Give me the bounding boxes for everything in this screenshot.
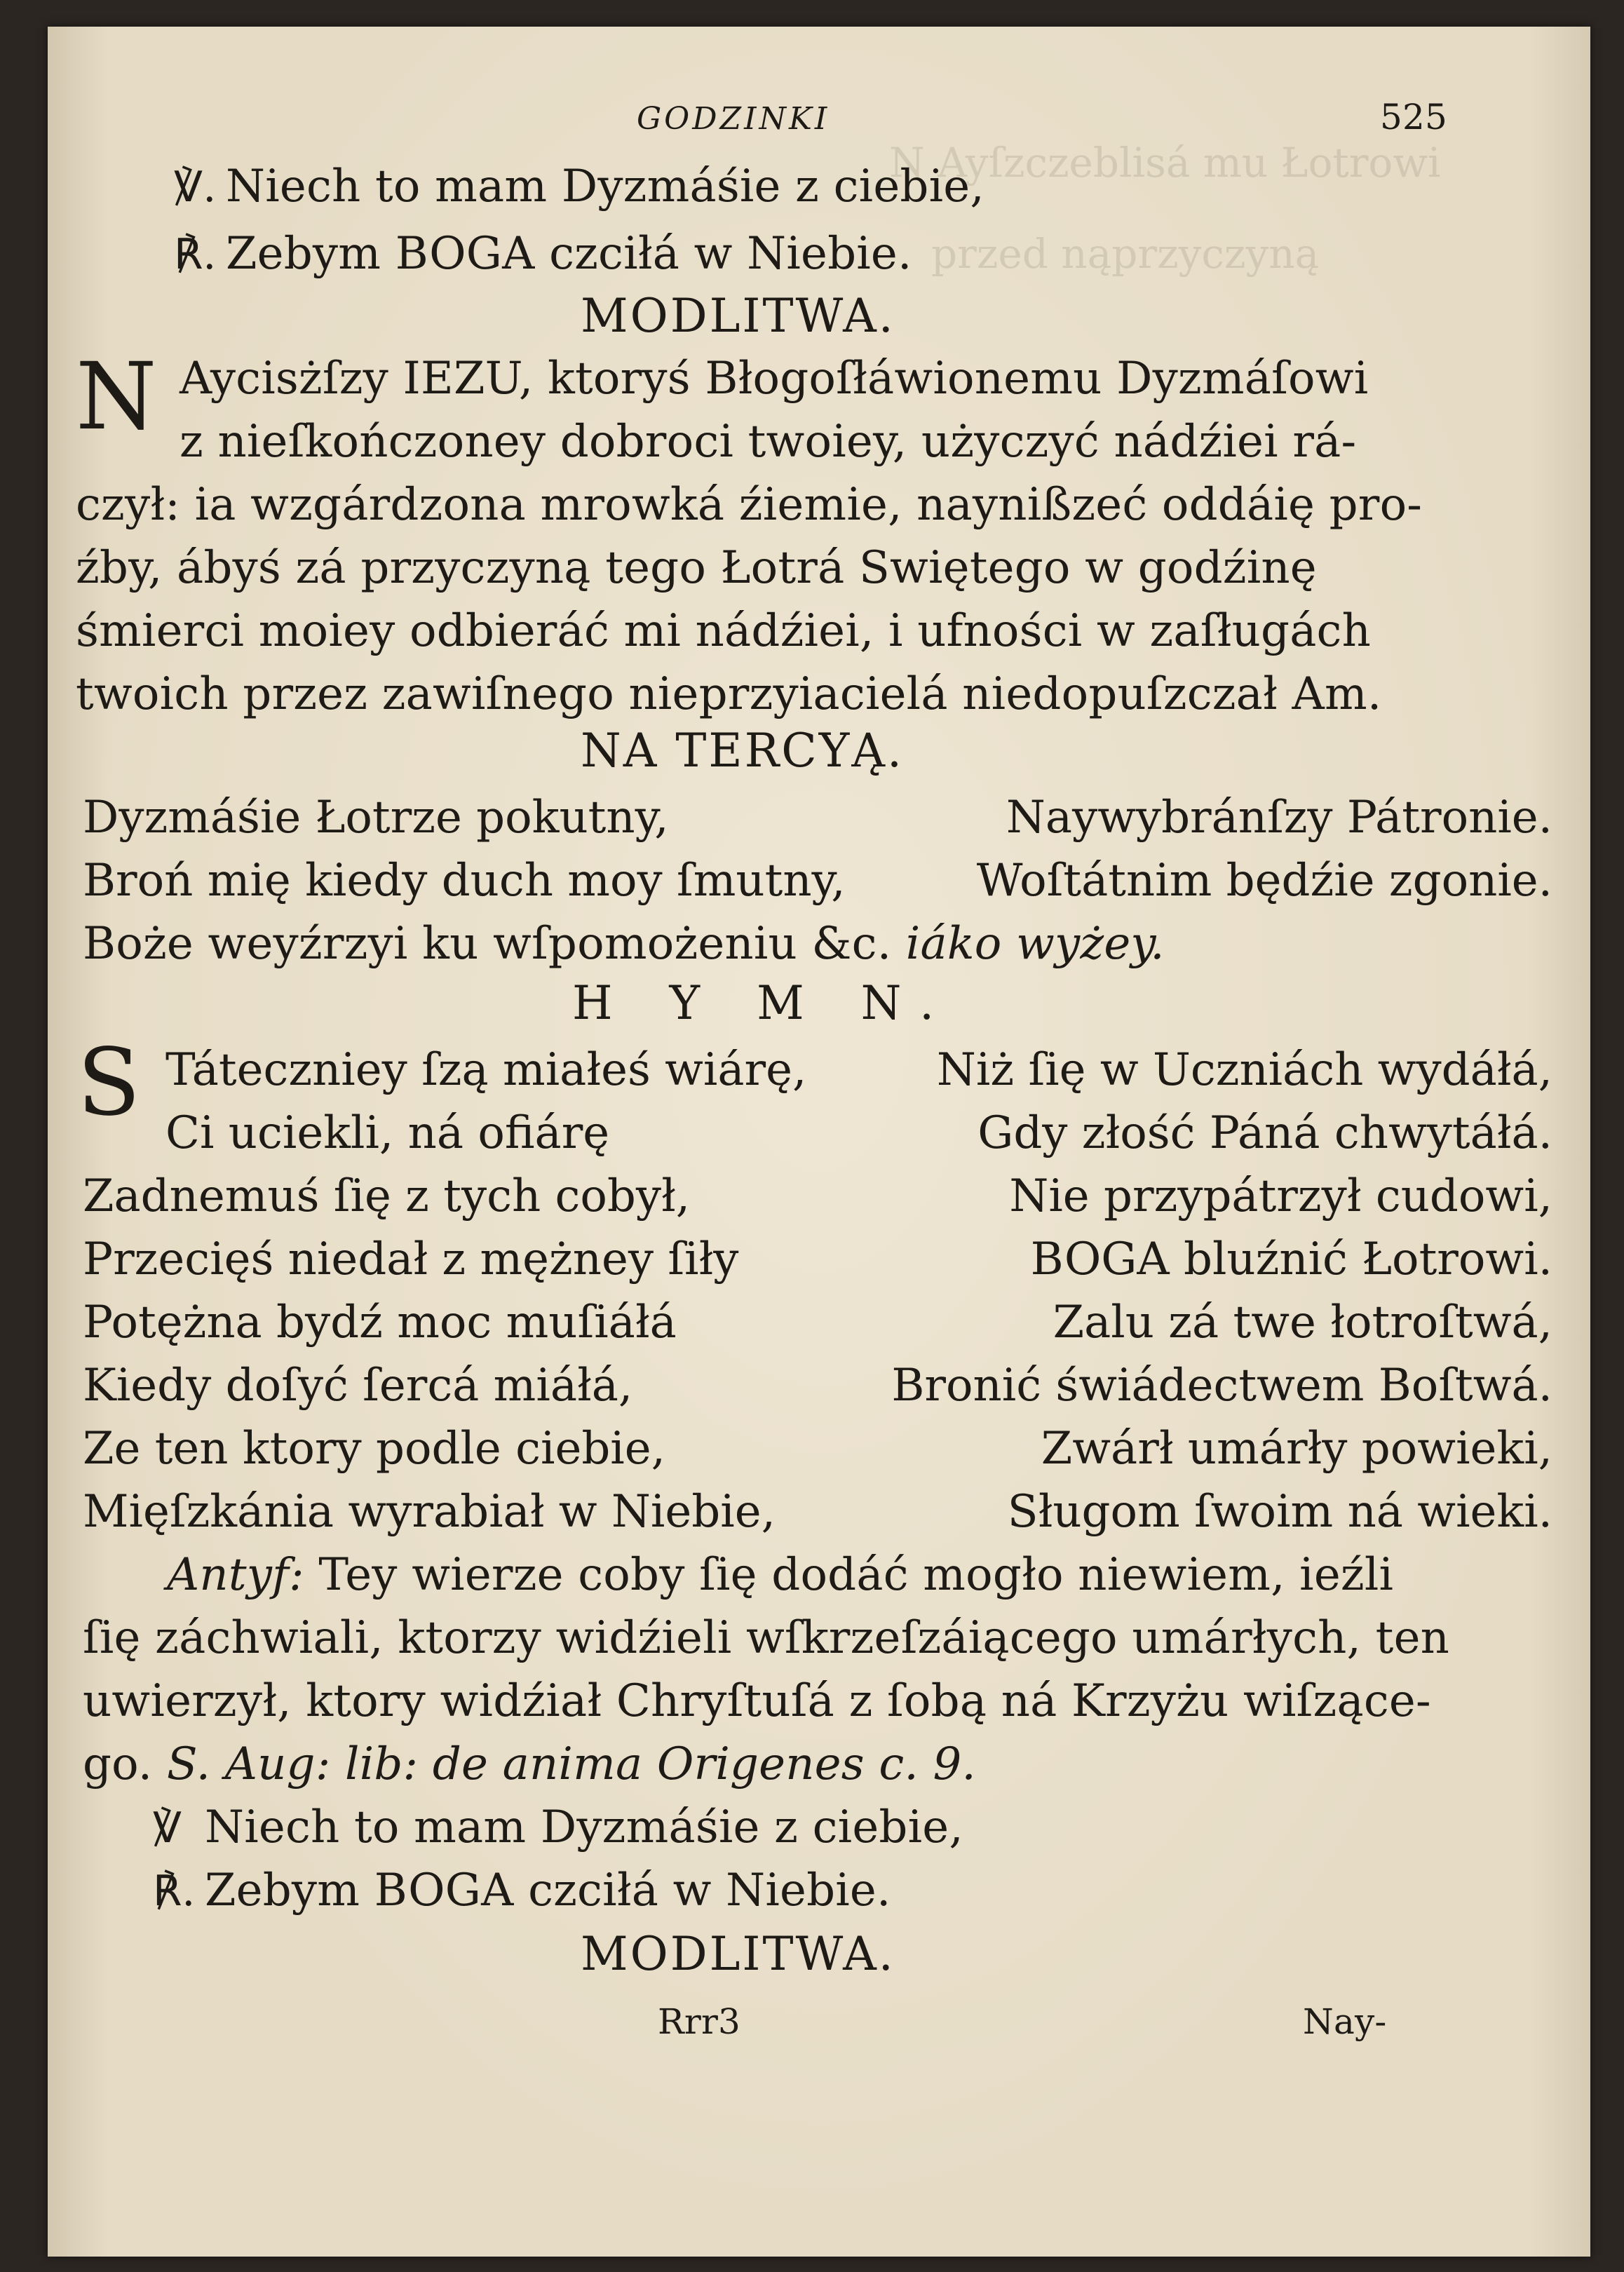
prayer-heading: MODLITWA. (581, 289, 895, 343)
invocation-italic: iáko wyżey. (905, 918, 1165, 970)
prayer-line: Aycisżſzy IEZU, ktoryś Błogoſłáwionemu Dyzmáſowi (180, 353, 1369, 405)
book-page (48, 27, 1590, 2257)
invocation-line (83, 918, 1165, 970)
hymn-verse-right: Zalu zá twe łotroſtwá, (1053, 1297, 1552, 1348)
versicle-symbol: ℣. (174, 163, 217, 212)
hymn-verse-left: Táteczniey ſzą miałeś wiárę, (165, 1044, 807, 1096)
citation: S. Aug: lib: de anima Origenes c. 9. (166, 1738, 976, 1790)
hymn-verse-right: Niż ſię w Uczniách wydáłá, (936, 1044, 1552, 1096)
prayer-line: z nieſkończoney dobroci twoiey, użyczyć nádźiei rá- (180, 416, 1357, 468)
hymn-verse-left: Ci uciekli, ná ofiárę (165, 1107, 610, 1159)
versicle-line (174, 161, 984, 212)
response-line (174, 228, 912, 280)
prayer-line: czył: ia wzgárdzona mrowká źiemie, naynißzeć oddáię pro- (76, 479, 1423, 531)
versicle-line (153, 1801, 963, 1853)
bleed-through-text: N Ayſzczeblisá mu Łotrowi (889, 139, 1441, 187)
hymn-verse-right: Nie przypátrzył cudowi, (1009, 1170, 1552, 1222)
versicle-symbol: ℣ (153, 1804, 182, 1853)
response-symbol: ℟. (153, 1867, 196, 1916)
antiphon-label: Antyf: (167, 1549, 304, 1601)
catchword: Nay- (1303, 2001, 1387, 2042)
hymn-verse-left: Mięſzkánia wyrabiał w Niebie, (83, 1486, 776, 1538)
prayer-line: twoich przez zawiſnego nieprzyiacielá niedopuſzczał Am. (76, 668, 1382, 720)
prayer-line: śmierci moiey odbieráć mi nádźiei, i ufności w zaſługách (76, 605, 1372, 657)
verse-left: Broń mię kiedy duch moy ſmutny, (83, 855, 846, 907)
antiphon-line (167, 1549, 1394, 1601)
drop-cap: S (77, 1029, 141, 1137)
hymn-heading: H Y M N. (572, 976, 956, 1030)
running-head-title: GODZINKI (637, 101, 830, 137)
response-text: Zebym BOGA czciłá w Niebie. (226, 228, 912, 280)
bleed-through-text: przed nąprzyczyną (931, 230, 1320, 278)
antiphon-text: Tey wierze coby ſię dodáć mogło niewiem, ieźli (318, 1549, 1394, 1601)
drop-cap: N (76, 343, 157, 451)
section-heading: NA TERCYĄ. (581, 724, 904, 778)
prayer-heading: MODLITWA. (581, 1927, 895, 1981)
antiphon-line: ſię záchwiali, ktorzy widźieli wſkrzeſzáiącego umárłych, ten (83, 1612, 1450, 1664)
antiphon-last-word: go. (83, 1738, 153, 1790)
page-number: 525 (1380, 97, 1448, 137)
invocation-text: Boże weyźrzyi ku wſpomożeniu &c. (83, 918, 892, 970)
antiphon-line (83, 1738, 976, 1790)
prayer-line: źby, ábyś zá przyczyną tego Łotrá Swiętego w godźinę (76, 542, 1317, 594)
hymn-verse-right: Gdy złość Páná chwytáłá. (977, 1107, 1552, 1159)
hymn-verse-left: Potężna bydź moc muſiáłá (83, 1297, 677, 1348)
antiphon-line: uwierzył, ktory widźiał Chryſtuſá z ſobą ná Krzyżu wiſzące- (83, 1675, 1431, 1727)
hymn-verse-left: Przecięś niedał z mężney ſiły (83, 1233, 739, 1285)
response-text: Zebym BOGA czciłá w Niebie. (205, 1865, 891, 1916)
verse-right: Woſtátnim będźie zgonie. (976, 855, 1552, 907)
response-symbol: ℟. (174, 230, 217, 279)
hymn-verse-left: Zadnemuś ſię z tych cobył, (83, 1170, 691, 1222)
hymn-verse-right: Bronić świádectwem Boſtwá. (891, 1360, 1552, 1412)
verse-left: Dyzmáśie Łotrze pokutny, (83, 792, 669, 844)
hymn-verse-left: Kiedy doſyć ſercá miáłá, (83, 1360, 633, 1412)
hymn-verse-right: Sługom ſwoim ná wieki. (1007, 1486, 1552, 1538)
verse-right: Naywybránſzy Pátronie. (1006, 792, 1552, 844)
hymn-verse-right: BOGA bluźnić Łotrowi. (1030, 1233, 1552, 1285)
response-line (153, 1865, 891, 1916)
versicle-text: Niech to mam Dyzmáśie z ciebie, (205, 1801, 963, 1853)
hymn-verse-right: Zwárł umárły powieki, (1041, 1423, 1552, 1475)
signature-mark: Rrr3 (658, 2001, 741, 2042)
versicle-text: Niech to mam Dyzmáśie z ciebie, (226, 161, 984, 212)
hymn-verse-left: Ze ten ktory podle ciebie, (83, 1423, 665, 1475)
